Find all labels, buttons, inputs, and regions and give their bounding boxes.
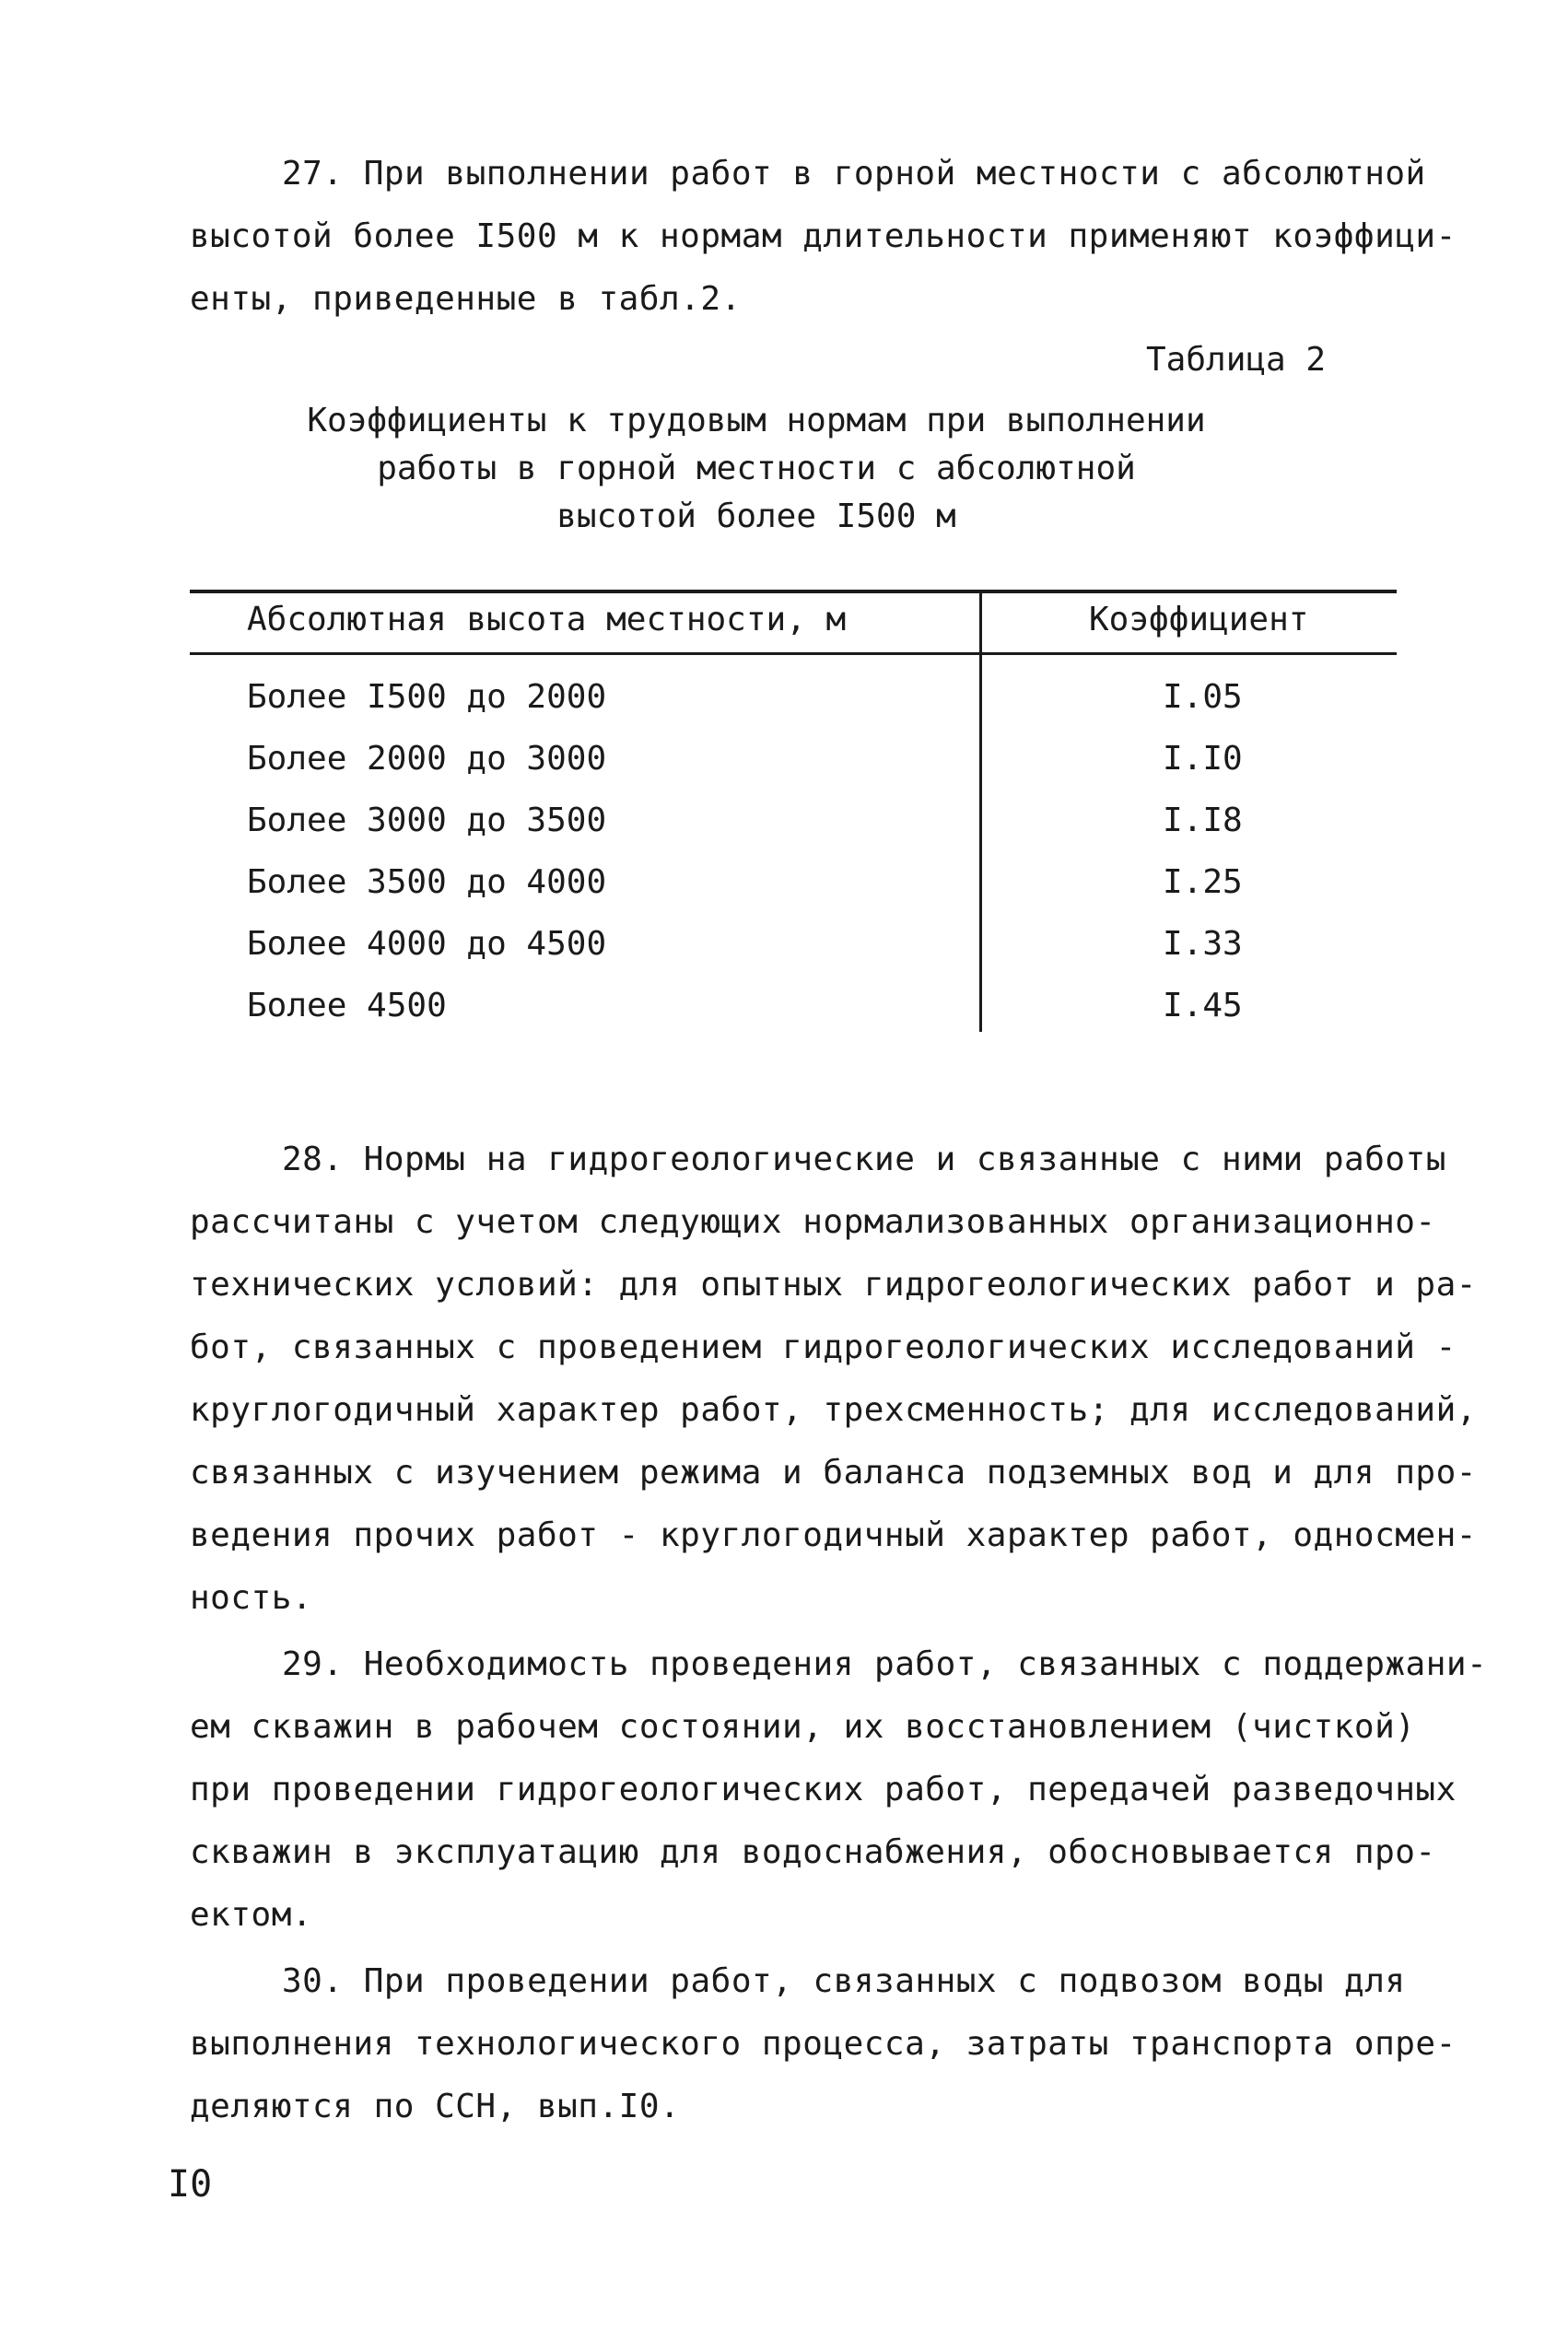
table-caption-line-3: высотой более I500 м: [556, 497, 956, 535]
paragraph-28-line-1: 28. Нормы на гидрогеологические и связанные с ними работы: [282, 1141, 1446, 1178]
paragraph-28-line-7: ведения прочих работ - круглогодичный характер работ, односмен-: [190, 1516, 1477, 1554]
cell-altitude: Более 4500: [247, 987, 447, 1024]
paragraph-29-line-3: при проведении гидрогеологических работ, передачей разведочных: [190, 1771, 1457, 1808]
paragraph-27-line-1: 27. При выполнении работ в горной местности с абсолютной: [282, 155, 1426, 193]
paragraph-29-line-2: ем скважин в рабочем состоянии, их восстановлением (чисткой): [190, 1708, 1416, 1746]
paragraph-30-line-2: выполнения технологического процесса, затраты транспорта опре-: [190, 2025, 1457, 2063]
cell-altitude: Более 2000 до 3000: [247, 740, 607, 778]
table-column-divider: [979, 590, 982, 1032]
paragraph-27-line-2: высотой более I500 м к нормам длительности применяют коэффици-: [190, 217, 1457, 255]
paragraph-28-line-5: круглогодичный характер работ, трехсменность; для исследований,: [190, 1391, 1477, 1429]
paragraph-28-line-6: связанных с изучением режима и баланса подземных вод и для про-: [190, 1454, 1477, 1492]
paragraph-28-line-4: бот, связанных с проведением гидрогеологических исследований -: [190, 1328, 1457, 1366]
table-label: Таблица 2: [1146, 341, 1327, 379]
paragraph-30-line-3: деляются по ССН, вып.I0.: [190, 2088, 681, 2125]
page-number: I0: [168, 2163, 213, 2206]
paragraph-27-line-3: енты, приведенные в табл.2.: [190, 280, 742, 318]
table-caption-line-2: работы в горной местности с абсолютной: [377, 450, 1136, 487]
cell-altitude: Более I500 до 2000: [247, 678, 607, 716]
cell-coefficient: I.I8: [1163, 802, 1243, 839]
paragraph-29-line-1: 29. Необходимость проведения работ, связанных с поддержани-: [282, 1645, 1488, 1683]
cell-altitude: Более 4000 до 4500: [247, 925, 607, 963]
cell-coefficient: I.25: [1163, 863, 1243, 901]
paragraph-29-line-5: ектом.: [190, 1896, 313, 1934]
cell-coefficient: I.I0: [1163, 740, 1243, 778]
table-header-rule: [190, 652, 1397, 655]
cell-coefficient: I.45: [1163, 987, 1243, 1024]
paragraph-29-line-4: скважин в эксплуатацию для водоснабжения, обосновывается про-: [190, 1833, 1436, 1871]
paragraph-28-line-2: рассчитаны с учетом следующих нормализованных организационно-: [190, 1203, 1436, 1241]
cell-altitude: Более 3500 до 4000: [247, 863, 607, 901]
table-top-rule: [190, 590, 1397, 593]
cell-coefficient: I.33: [1163, 925, 1243, 963]
cell-coefficient: I.05: [1163, 678, 1243, 716]
paragraph-28-line-3: технических условий: для опытных гидрогеологических работ и ра-: [190, 1266, 1477, 1304]
paragraph-30-line-1: 30. При проведении работ, связанных с подвозом воды для: [282, 1962, 1406, 2000]
header-coefficient: Коэффициент: [1089, 601, 1309, 638]
cell-altitude: Более 3000 до 3500: [247, 802, 607, 839]
paragraph-28-line-8: ность.: [190, 1579, 313, 1617]
header-altitude: Абсолютная высота местности, м: [247, 601, 847, 638]
table-caption-line-1: Коэффициенты к трудовым нормам при выполнении: [307, 402, 1206, 439]
